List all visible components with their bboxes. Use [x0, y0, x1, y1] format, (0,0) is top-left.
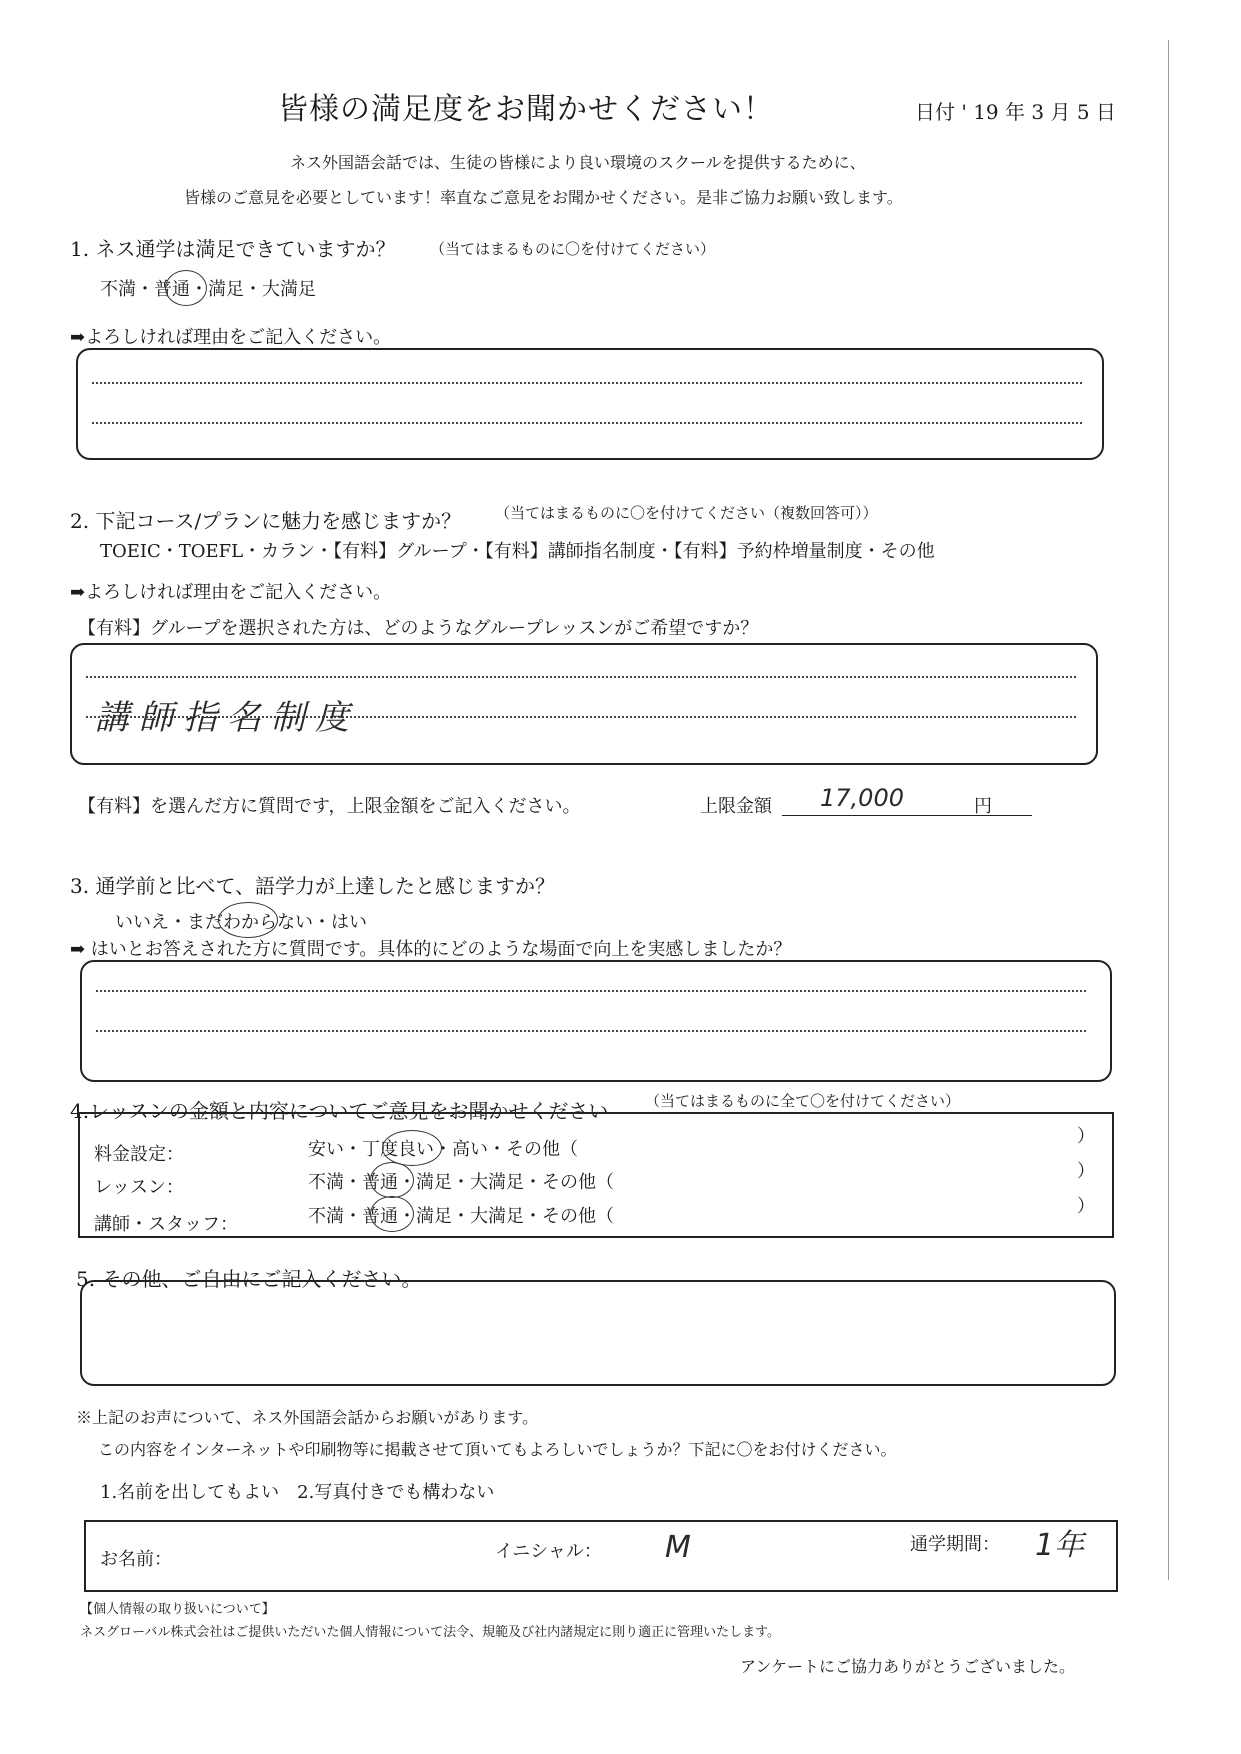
intro-line-1: ネス外国語会話では、生徒の皆様により良い環境のスクールを提供するために、	[290, 153, 866, 172]
q2-dotted-line-1	[86, 676, 1076, 678]
q3-title: 3. 通学前と比べて、語学力が上達したと感じますか？	[70, 874, 556, 898]
q1-reason-prompt: ➡よろしければ理由をご記入ください。	[70, 327, 392, 348]
q2-options[interactable]: TOEIC・TOEFL・カラン・【有料】グループ・【有料】講師指名制度・【有料】予約枠増量制度・その他	[100, 541, 935, 562]
q1-dotted-line-2	[92, 422, 1082, 424]
q1-options[interactable]: 不満・普通・満足・大満足	[100, 279, 316, 300]
q3-dotted-line-2	[96, 1030, 1086, 1032]
q2-limit-prompt: 【有料】を選んだ方に質問です，上限金額をご記入ください。	[78, 796, 581, 817]
q4-row-lesson-close: ）	[1077, 1161, 1095, 1182]
q2-group-prompt: 【有料】グループを選択された方は、どのようなグループレッスンがご希望ですか？	[78, 618, 759, 639]
q4-row-staff-label: 講師・スタッフ：	[94, 1214, 238, 1235]
q4-row-fee-close: ）	[1077, 1126, 1095, 1147]
q3-options[interactable]: いいえ・まだわからない・はい	[115, 912, 367, 933]
privacy-text: ネスグローバル株式会社はご提供いただいた個人情報について法令、規範及び社内諸規定に則り適正に管理いたします。	[80, 1625, 781, 1640]
q2-handwritten-answer: 講師指名制度	[95, 698, 359, 738]
q2-limit-label: 上限金額	[700, 796, 772, 817]
period-value: 1年	[1035, 1528, 1085, 1563]
q5-title: 5. その他、ご自由にご記入ください。	[76, 1267, 422, 1291]
initial-label: イニシャル：	[495, 1541, 602, 1562]
q2-limit-underline	[782, 815, 1032, 816]
scan-edge-line	[1168, 40, 1169, 1580]
q4-row-staff-close: ）	[1077, 1196, 1095, 1217]
q3-followup-prompt: ➡ はいとお答えされた方に質問です。具体的にどのような場面で向上を実感しましたか？	[70, 939, 792, 960]
q4-row-staff-options[interactable]: 不満・普通・満足・大満足・その他（	[308, 1206, 614, 1227]
date-field: 日付 ' 19 年 3 月 5 日	[915, 100, 1116, 124]
q4-row-staff-selected-circle	[370, 1196, 414, 1232]
q4-row-fee-selected-circle	[382, 1130, 442, 1166]
name-label: お名前：	[100, 1549, 172, 1570]
q3-answer-box[interactable]	[80, 960, 1112, 1082]
q1-dotted-line-1	[92, 382, 1082, 384]
privacy-title: 【個人情報の取り扱いについて】	[80, 1602, 275, 1617]
q1-note: （当てはまるものに〇を付けてください）	[430, 240, 716, 258]
page-title: 皆様の満足度をお聞かせください！	[278, 92, 774, 127]
q4-note: （当てはまるものに全て〇を付けてください）	[645, 1092, 961, 1110]
q3-selected-circle	[218, 902, 278, 938]
q4-row-fee-label: 料金設定：	[94, 1144, 184, 1165]
q4-row-lesson-selected-circle	[370, 1162, 414, 1198]
q4-row-fee-options[interactable]: 安い・丁度良い・高い・その他（	[308, 1139, 578, 1160]
consent-options[interactable]: 1.名前を出してもよい 2.写真付きでも構わない	[100, 1482, 495, 1503]
q4-title: 4.レッスンの金額と内容についてご意見をお聞かせください	[70, 1099, 609, 1123]
q3-dotted-line-1	[96, 990, 1086, 992]
q1-title: 1. ネス通学は満足できていますか？	[70, 237, 396, 261]
thanks-message: アンケートにご協力ありがとうございました。	[740, 1657, 1076, 1676]
q2-title: 2. 下記コース/プランに魅力を感じますか？	[70, 509, 462, 533]
q5-comment-box[interactable]	[80, 1280, 1116, 1386]
period-label: 通学期間：	[910, 1534, 1000, 1555]
consent-question: この内容をインターネットや印刷物等に掲載させて頂いてもよろしいでしょうか？下記に〇をお付けください。	[98, 1440, 897, 1459]
q2-limit-unit: 円	[974, 796, 992, 817]
consent-notice: ※上記のお声について、ネス外国語会話からお願いがあります。	[76, 1408, 539, 1427]
q1-reason-box[interactable]	[76, 348, 1104, 460]
initial-value: M	[665, 1530, 691, 1565]
q4-row-lesson-label: レッスン：	[94, 1177, 184, 1198]
q2-note: （当てはまるものに〇を付けてください（複数回答可））	[495, 504, 878, 522]
q1-selected-circle	[165, 270, 207, 306]
q2-reason-prompt: ➡よろしければ理由をご記入ください。	[70, 582, 392, 603]
intro-line-2: 皆様のご意見を必要としています！率直なご意見をお聞かせください。是非ご協力お願い致します。	[184, 188, 903, 207]
q4-row-lesson-options[interactable]: 不満・普通・満足・大満足・その他（	[308, 1172, 614, 1193]
q2-limit-value: 17,000	[820, 784, 904, 812]
